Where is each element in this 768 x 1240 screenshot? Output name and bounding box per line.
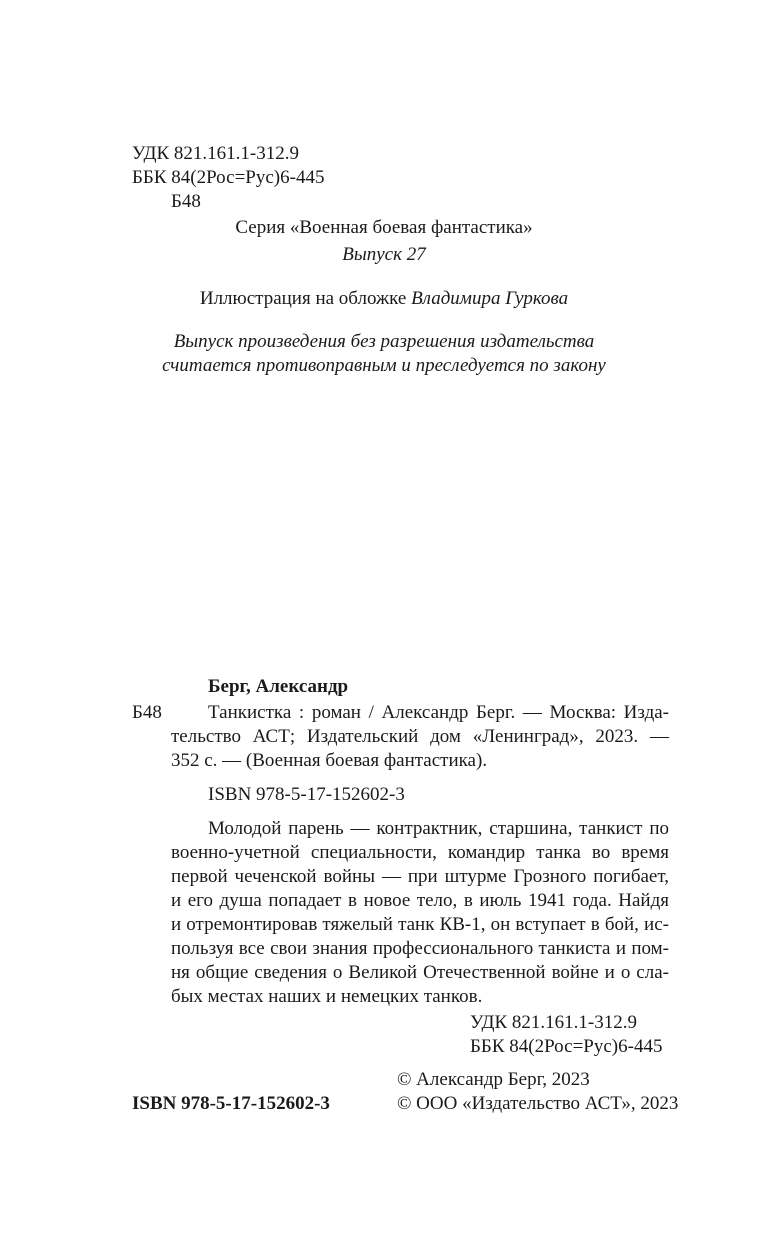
annotation-line: и отремонтировав тяжелый танк КВ-1, он вступает в бой, ис-: [171, 914, 669, 935]
annotation-line: пользуя все свои знания профессионального танкиста и пом-: [171, 938, 669, 959]
annotation-line: Молодой парень — контрактник, старшина, танкист по: [208, 818, 669, 839]
annotation-line: и его душа попадает в новое тело, в июль 1941 года. Найдя: [171, 890, 669, 911]
illustration-artist: Владимира Гуркова: [411, 288, 569, 309]
author-mark: Б48: [171, 191, 201, 212]
catalog-description-line-1: Танкистка : роман / Александр Берг. — Москва: Изда-: [208, 702, 669, 723]
udk-code: УДК 821.161.1-312.9: [132, 143, 299, 164]
catalog-description-line-2: тельство АСТ; Издательский дом «Ленинград», 2023. —: [171, 726, 669, 747]
footer-bbk: ББК 84(2Рос=Рус)6-445: [470, 1036, 663, 1057]
illustration-credit: [0, 288, 768, 310]
legal-notice-line-1: Выпуск произведения без разрешения издательства: [173, 331, 595, 352]
series-issue: Выпуск 27: [342, 244, 426, 265]
series-name: «Военная боевая фантастика»: [289, 217, 533, 238]
catalog-isbn: ISBN 978-5-17-152602-3: [208, 784, 405, 805]
series-prefix: Серия: [235, 217, 290, 238]
copyright-publisher: © ООО «Издательство АСТ», 2023: [397, 1093, 679, 1114]
catalog-description-line-3: 352 с. — (Военная боевая фантастика).: [171, 750, 488, 771]
annotation-line: бых местах наших и немецких танков.: [171, 986, 483, 1007]
annotation-line: первой чеченской войны — при штурме Грозного погибает,: [171, 866, 669, 887]
catalog-author: Берг, Александр: [208, 676, 349, 697]
bbk-code: ББК 84(2Рос=Рус)6-445: [132, 167, 325, 188]
series-line: [0, 217, 768, 239]
annotation-line: военно-учетной специальности, командир танка во время: [171, 842, 669, 863]
catalog-mark: Б48: [132, 702, 162, 723]
legal-notice-line-2: считается противоправным и преследуется по закону: [162, 355, 606, 376]
annotation-line: ня общие сведения о Великой Отечественной войне и о сла-: [171, 962, 669, 983]
copyright-author: © Александр Берг, 2023: [397, 1069, 590, 1090]
footer-udk: УДК 821.161.1-312.9: [470, 1012, 637, 1033]
footer-isbn: ISBN 978-5-17-152602-3: [132, 1093, 330, 1114]
illustration-prefix: Иллюстрация на обложке: [199, 288, 412, 309]
